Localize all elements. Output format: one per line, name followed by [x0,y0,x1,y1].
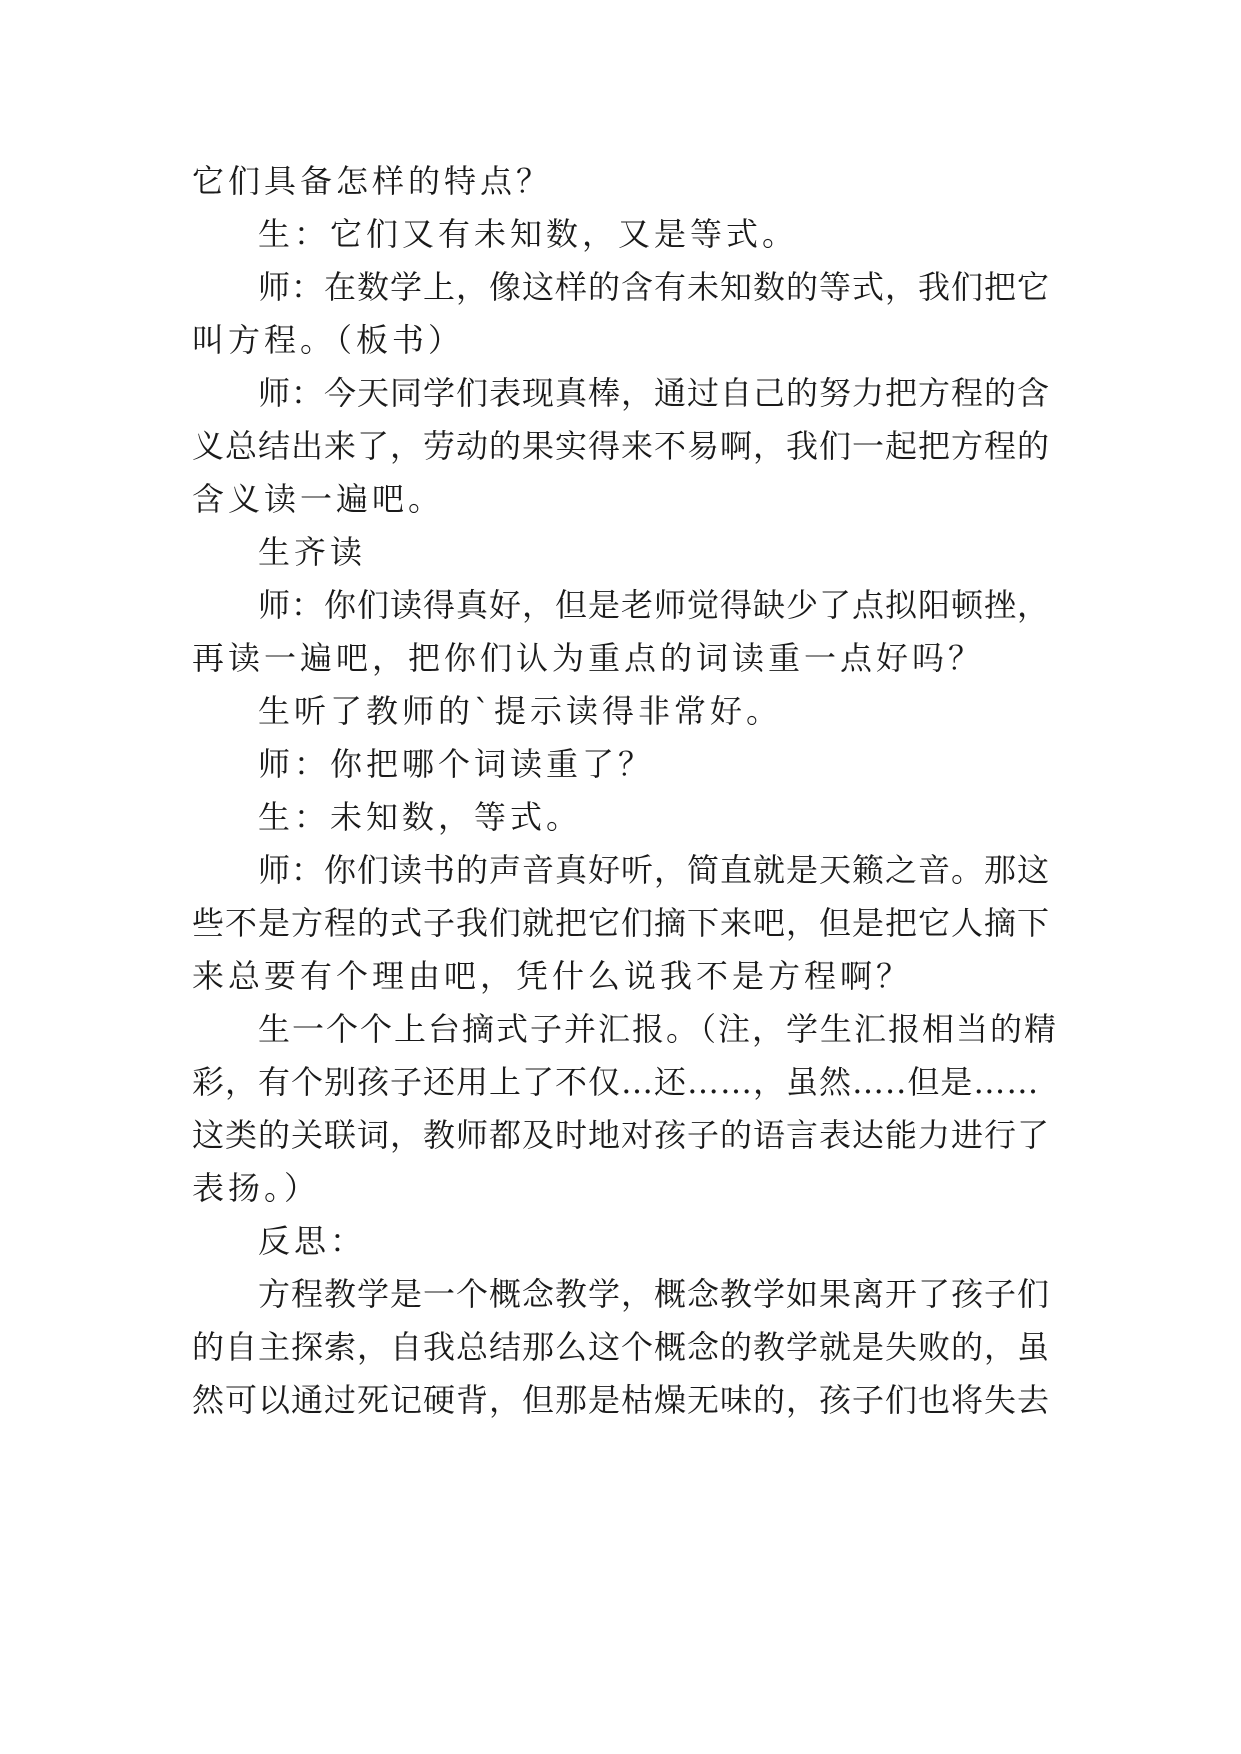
text-line: 的自主探索，自我总结那么这个概念的教学就是失败的，虽 [192,1328,1051,1366]
text-line: 师：今天同学们表现真棒，通过自己的努力把方程的含 [258,374,1051,412]
text-line: 师：在数学上，像这样的含有未知数的等式，我们把它 [258,268,1051,306]
text-line: 师：你们读书的声音真好听，简直就是天籁之音。那这 [258,851,1051,889]
text-line: 它们具备怎样的特点？ [192,162,553,200]
text-line: 生齐读 [258,533,367,571]
text-line: 叫方程。（板书） [192,321,465,359]
text-line: 生：未知数，等式。 [258,798,583,836]
text-line: 这类的关联词，教师都及时地对孩子的语言表达能力进行了 [192,1116,1051,1154]
text-line: 些不是方程的式子我们就把它们摘下来吧，但是把它人摘下 [192,904,1051,942]
text-line: 再读一遍吧，把你们认为重点的词读重一点好吗？ [192,639,985,677]
text-line: 师：你把哪个词读重了？ [258,745,655,783]
text-line: 生：它们又有未知数，又是等式。 [258,215,799,253]
text-line: 方程教学是一个概念教学，概念教学如果离开了孩子们 [258,1275,1051,1313]
text-line: 师：你们读得真好，但是老师觉得缺少了点拟阳顿挫， [258,586,1051,624]
text-line: 然可以通过死记硬背，但那是枯燥无味的，孩子们也将失去 [192,1381,1051,1419]
text-line: 反思： [258,1222,367,1260]
text-line: 表扬。） [192,1169,321,1207]
text-line: 彩，有个别孩子还用上了不仅…还……，虽然…..但是…… [192,1063,1040,1101]
text-line: 生一个个上台摘式子并汇报。（注，学生汇报相当的精 [258,1010,1059,1048]
text-line: 义总结出来了，劳动的果实得来不易啊，我们一起把方程的 [192,427,1051,465]
text-line: 来总要有个理由吧，凭什么说我不是方程啊？ [192,957,913,995]
text-line: 生听了教师的`提示读得非常好。 [258,692,783,730]
text-line: 含义读一遍吧。 [192,480,445,518]
